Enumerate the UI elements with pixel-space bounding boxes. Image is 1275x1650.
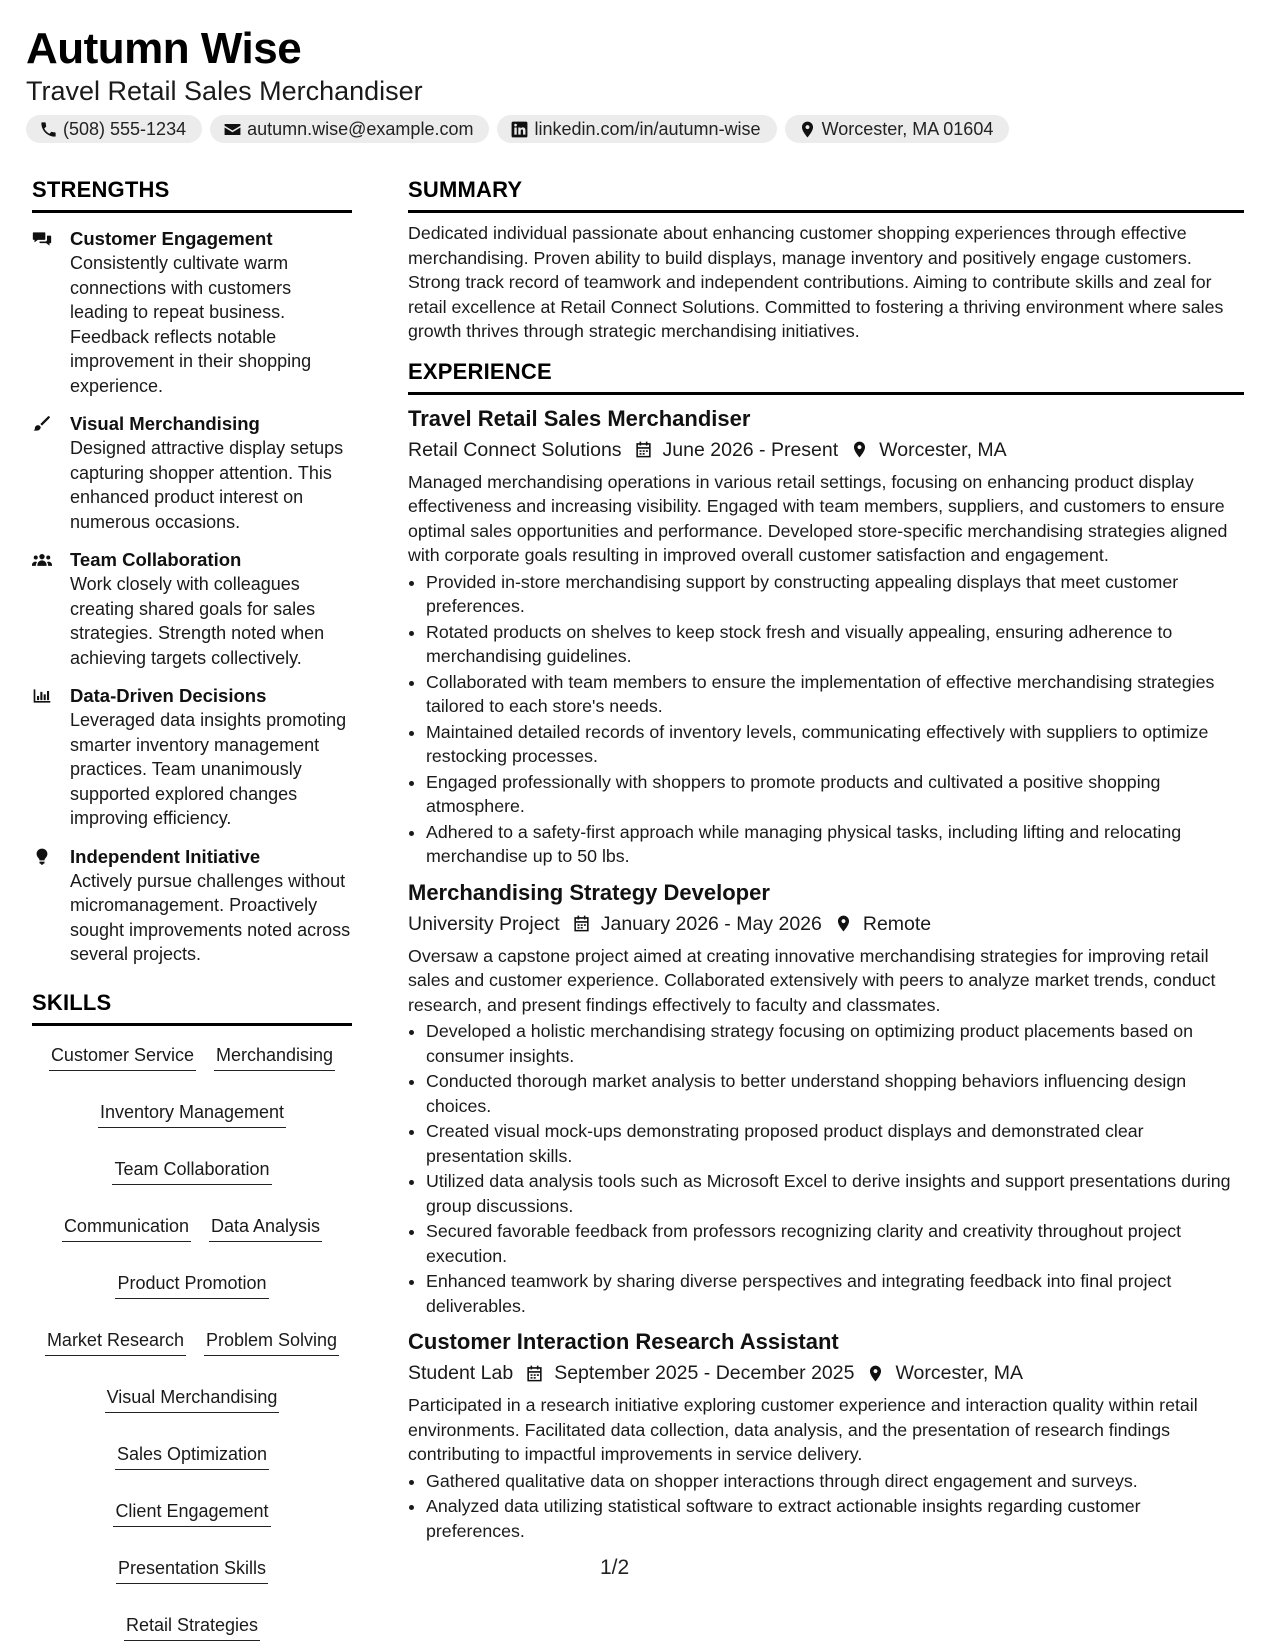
job-location: Worcester, MA — [879, 438, 1007, 461]
bullet-item: • Engaged professionally with shoppers to promote products and cultivated a positive shopping atmosphere. — [426, 770, 1244, 819]
location-pin-icon — [798, 120, 817, 139]
skill-tag: Problem Solving — [204, 1327, 339, 1356]
strength-item — [32, 412, 352, 534]
strength-item — [32, 845, 352, 967]
job-bullets — [408, 570, 1244, 869]
linkedin-text: linkedin.com/in/autumn-wise — [534, 118, 761, 139]
calendar-icon — [634, 440, 653, 459]
bullet-item: • Enhanced teamwork by sharing diverse perspectives and integrating feedback into final project deliverables. — [426, 1269, 1244, 1318]
job-description: Oversaw a capstone project aimed at creating innovative merchandising strategies for improving retail sales and customer experience. Collaborated extensively with peers to analyze market trends, conduct research, and present findings effectively to faculty and classmates. — [408, 945, 1216, 1015]
strength-title: Data-Driven Decisions — [70, 685, 267, 706]
job-title: Travel Retail Sales Merchandiser — [408, 405, 751, 431]
job-location: Remote — [862, 912, 932, 935]
job-meta — [408, 436, 1244, 464]
skill-tag: Client Engagement — [113, 1498, 270, 1527]
bullet-item: • Utilized data analysis tools such as Microsoft Excel to derive insights and support presentations during group discussions. — [426, 1169, 1244, 1218]
skills-heading: SKILLS — [32, 989, 352, 1026]
bullet-item: • Analyzed data utilizing statistical software to extract actionable insights regarding customer preferences. — [426, 1494, 1244, 1543]
strength-desc: Work closely with colleagues creating shared goals for sales strategies. Strength noted when achieving targets collectively. — [70, 574, 325, 668]
skill-tag: Market Research — [45, 1327, 186, 1356]
strength-desc: Consistently cultivate warm connections with customers leading to repeat business. Feedback reflects notable improvement in their shopping experience. — [70, 253, 312, 396]
skill-tag: Team Collaboration — [112, 1156, 271, 1185]
bullet-item: • Created visual mock-ups demonstrating proposed product displays and demonstrated clear presentation skills. — [426, 1119, 1244, 1168]
bullet-item: • Maintained detailed records of inventory levels, communicating effectively with suppliers to optimize restocking processes. — [426, 720, 1244, 769]
bullet-item: • Developed a holistic merchandising strategy focusing on optimizing product placements based on consumer insights. — [426, 1019, 1244, 1068]
candidate-title: Travel Retail Sales Merchandiser — [26, 76, 423, 106]
bullet-item: • Conducted thorough market analysis to better understand shopping behaviors influencing design choices. — [426, 1069, 1244, 1118]
job-bullets — [408, 1019, 1244, 1318]
bullet-item: • Provided in-store merchandising support by constructing appealing displays that meet customer preferences. — [426, 570, 1244, 619]
right-column — [408, 176, 1244, 1544]
location-pin-icon — [850, 440, 869, 459]
skill-tag: Data Analysis — [209, 1213, 322, 1242]
candidate-name: Autumn Wise — [26, 24, 302, 73]
bullet-item: • Collaborated with team members to ensure the implementation of effective merchandising strategies tailored to each store's needs. — [426, 670, 1244, 719]
job-company: University Project — [408, 912, 560, 935]
strength-title: Team Collaboration — [70, 549, 242, 570]
phone-icon — [39, 120, 58, 139]
job-bullets — [408, 1469, 1244, 1544]
skill-tag: Sales Optimization — [115, 1441, 269, 1470]
skills-list — [32, 1026, 352, 1641]
strength-item — [32, 684, 352, 831]
skill-tag: Product Promotion — [115, 1270, 268, 1299]
bullet-item: • Adhered to a safety-first approach while managing physical tasks, including lifting and relocating merchandise up to 50 lbs. — [426, 820, 1244, 869]
bar-chart-icon — [32, 687, 52, 705]
strength-desc: Actively pursue challenges without micromanagement. Proactively sought improvements noted across several projects. — [70, 870, 351, 964]
contact-bar — [26, 115, 1249, 143]
location-pin-icon — [834, 914, 853, 933]
envelope-icon — [223, 120, 242, 139]
location-text: Worcester, MA 01604 — [821, 118, 994, 139]
contact-linkedin[interactable] — [497, 115, 776, 143]
linkedin-icon — [510, 120, 529, 139]
phone-text: (508) 555-1234 — [63, 118, 187, 139]
bullet-item: • Secured favorable feedback from professors recognizing clarity and creativity throughout project execution. — [426, 1219, 1244, 1268]
skill-tag: Presentation Skills — [116, 1555, 268, 1584]
strength-desc: Designed attractive display setups capturing shopper attention. This enhanced product interest on numerous occasions. — [70, 438, 344, 532]
job-entry — [408, 405, 1244, 869]
job-dates: June 2026 - Present — [662, 438, 839, 461]
skill-tag: Customer Service — [49, 1042, 196, 1071]
strength-title: Visual Merchandising — [70, 413, 260, 434]
job-title: Merchandising Strategy Developer — [408, 879, 770, 905]
experience-heading: EXPERIENCE — [408, 358, 1244, 395]
job-meta — [408, 910, 1244, 938]
job-dates: September 2025 - December 2025 — [554, 1362, 855, 1384]
job-meta — [408, 1359, 1244, 1387]
skill-tag: Inventory Management — [98, 1099, 286, 1128]
calendar-icon — [572, 914, 591, 933]
job-entry — [408, 1328, 1244, 1543]
users-icon — [32, 551, 52, 569]
job-company: Student Lab — [408, 1362, 514, 1384]
location-pin-icon — [866, 1364, 885, 1383]
skill-tag: Communication — [62, 1213, 191, 1242]
contact-location — [785, 115, 1010, 143]
strength-desc: Leveraged data insights promoting smarter inventory management practices. Team unanimously supported explored changes improving efficiency. — [70, 710, 347, 828]
job-description: Managed merchandising operations in various retail settings, focusing on enhancing product display effectiveness and increasing visibility. Engaged with team members, suppliers, and customers to ensure optimal sales opportunities and performance. Developed store-specific merchandising strategies aligned with corporate goals resulting in improved overall customer satisfaction and engagement. — [408, 471, 1228, 565]
job-dates: January 2026 - May 2026 — [600, 912, 822, 935]
resume-header — [26, 22, 1249, 143]
chat-bubbles-icon — [32, 230, 52, 248]
skill-tag: Merchandising — [214, 1042, 335, 1071]
strength-title: Customer Engagement — [70, 228, 273, 249]
contact-phone — [26, 115, 202, 143]
paintbrush-icon — [32, 415, 52, 433]
calendar-icon — [525, 1364, 544, 1383]
bullet-item: • Gathered qualitative data on shopper interactions through direct engagement and surveys. — [426, 1469, 1244, 1494]
strength-item — [32, 227, 352, 398]
job-title: Customer Interaction Research Assistant — [408, 1329, 839, 1354]
summary-text: Dedicated individual passionate about enhancing customer shopping experiences through effective merchandising. Proven ability to build displays, manage inventory and positively engage customers. Strong track record of teamwork and independent contributions. Aiming to contribute skills and zeal for retail excellence at Retail Connect Solutions. Committed to fostering a thriving environment where sales growth thrives through strategic merchandising initiatives. — [408, 223, 1224, 341]
left-column — [32, 176, 352, 1641]
skill-tag: Visual Merchandising — [105, 1384, 280, 1413]
contact-email[interactable] — [210, 115, 489, 143]
bullet-item: • Rotated products on shelves to keep stock fresh and visually appealing, ensuring adherence to merchandising guidelines. — [426, 620, 1244, 669]
email-text: autumn.wise@example.com — [247, 118, 474, 139]
strengths-heading: STRENGTHS — [32, 176, 352, 213]
job-company: Retail Connect Solutions — [408, 438, 622, 461]
job-description: Participated in a research initiative exploring customer experience and interaction quality within retail environments. Facilitated data collection, data analysis, and the presentation of research findings contributing to impactful improvements in service delivery. — [408, 1395, 1198, 1464]
strength-title: Independent Initiative — [70, 845, 261, 867]
strength-item — [32, 548, 352, 670]
skill-tag: Retail Strategies — [124, 1612, 260, 1641]
page-number: 1/2 — [600, 1556, 630, 1579]
summary-heading: SUMMARY — [408, 176, 1244, 213]
job-location: Worcester, MA — [895, 1362, 1023, 1384]
job-entry — [408, 879, 1244, 1319]
lightbulb-icon — [32, 848, 52, 866]
